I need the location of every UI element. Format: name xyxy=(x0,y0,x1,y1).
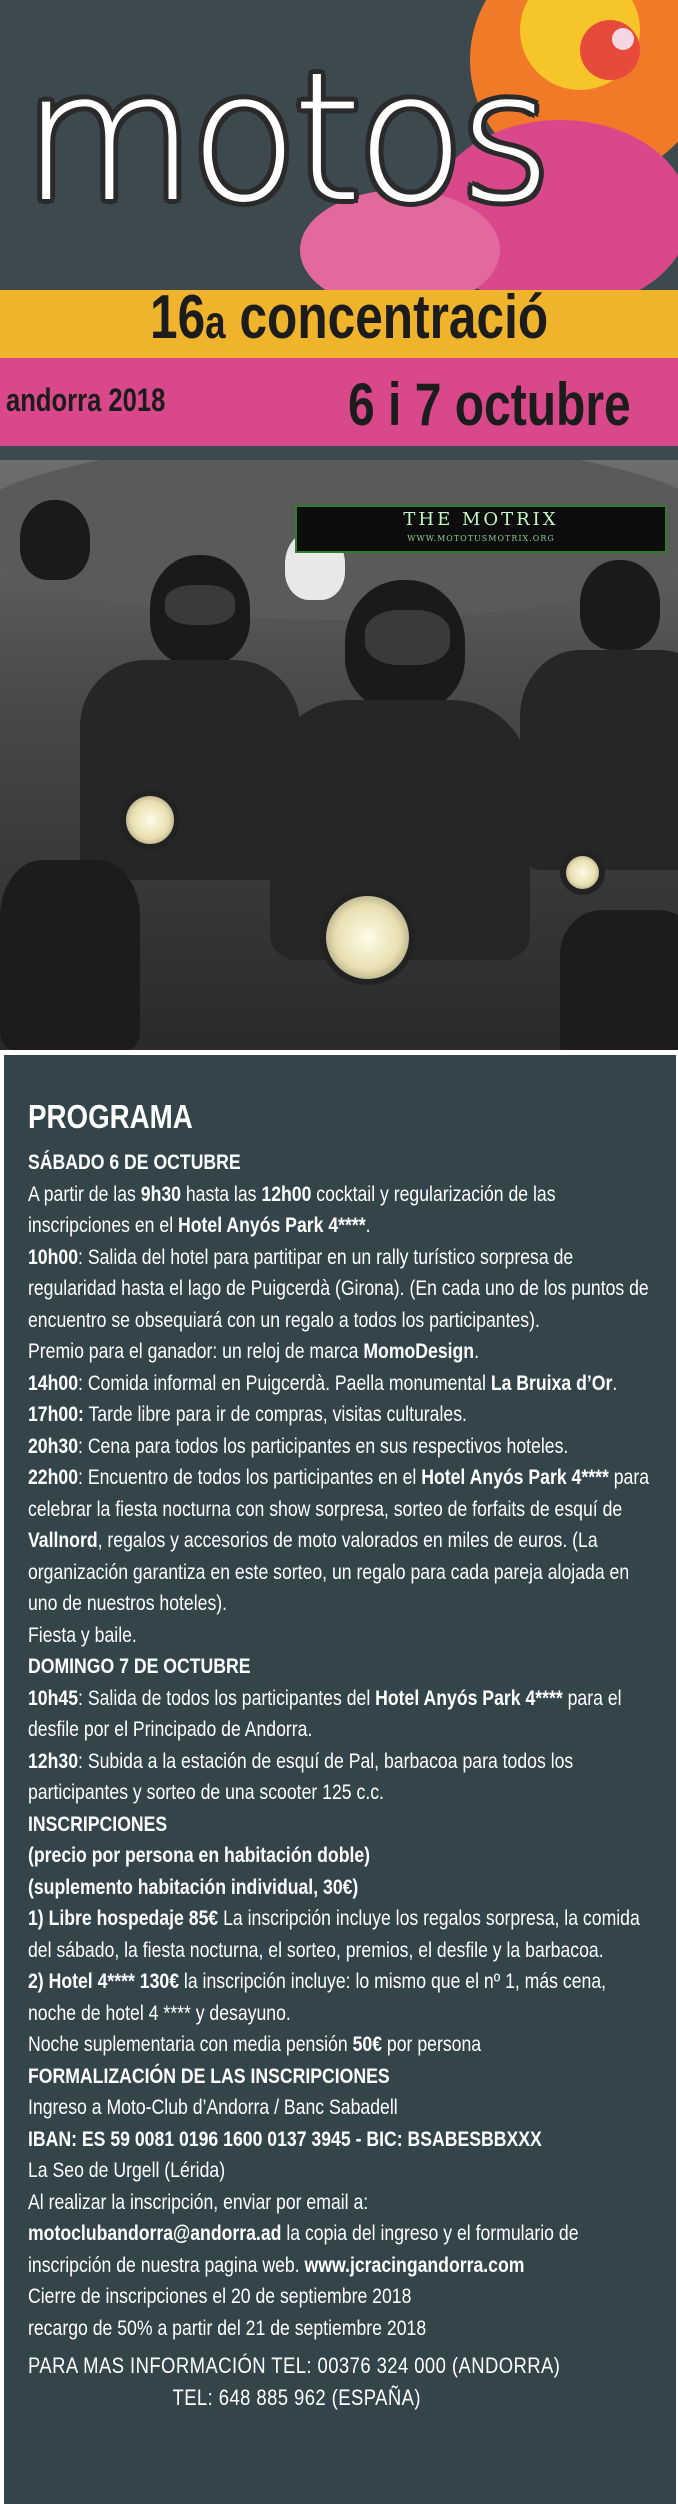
option-hotel xyxy=(28,1966,650,2029)
email-link[interactable]: motoclubandorra@andorra.ad xyxy=(28,2222,282,2245)
motrix-logo xyxy=(295,505,667,553)
venue: La Bruixa d’Or xyxy=(490,1371,613,1395)
option-free-lodging xyxy=(28,1903,650,1966)
text: Premio para el ganador: un reloj de marca xyxy=(28,1340,364,1363)
price: 50€ xyxy=(352,2033,383,2056)
visor-shape xyxy=(165,585,235,625)
visor-shape xyxy=(365,610,450,665)
sun-item-parade xyxy=(28,1683,650,1746)
iban-line: IBAN: ES 59 0081 0196 1600 0137 3945 - BIC: BSABESBBXXX xyxy=(28,2127,542,2151)
sat-item-lunch xyxy=(28,1368,650,1400)
event-dates: 6 i 7 octubre xyxy=(348,371,631,438)
time: 20h30 xyxy=(28,1434,79,1458)
inscriptions-subheading: (precio por persona en habitación doble) xyxy=(28,1844,371,1867)
time: 12h00 xyxy=(261,1182,312,1206)
deadline-line: Cierre de inscripciones el 20 de septiembre 2018 xyxy=(28,2285,412,2308)
text: : Salida de todos los participantes del xyxy=(78,1686,376,1710)
helmet-icon xyxy=(580,560,660,650)
headlight-icon xyxy=(320,890,415,985)
sat-item-dance: Fiesta y baile. xyxy=(28,1623,137,1647)
text: la inscripción incluye: lo mismo que el nº 1, más cena, noche de hotel 4 **** y desayuno. xyxy=(28,1970,607,2025)
sat-item-rally xyxy=(28,1242,650,1337)
text: . xyxy=(365,1214,371,1237)
contact-phone-andorra: PARA MAS INFORMACIÓN TEL: 00376 324 000 (ANDORRA) xyxy=(28,2353,561,2378)
rider-body xyxy=(520,650,678,870)
time: 22h00 xyxy=(28,1466,79,1489)
time: 9h30 xyxy=(140,1182,181,1206)
sunday-heading: DOMINGO 7 DE OCTUBRE xyxy=(28,1655,251,1678)
edition-number: 16 xyxy=(150,283,206,352)
time: 12h30 xyxy=(28,1749,79,1773)
logo-url: WWW.MOTOTUSMOTRIX.ORG xyxy=(407,534,555,543)
resort-name: Vallnord xyxy=(28,1529,98,1552)
edition-suffix: a xyxy=(205,296,226,348)
brand: MomoDesign xyxy=(363,1340,475,1363)
website-link[interactable]: www.jcracingandorra.com xyxy=(304,2253,525,2277)
helmet-icon xyxy=(20,500,90,580)
program-heading: PROGRAMA xyxy=(28,1098,193,1135)
text: para el desfile por el Principado de Andorra. xyxy=(28,1686,622,1741)
time: 10h45 xyxy=(28,1686,79,1710)
headlight-icon xyxy=(560,850,605,895)
time: 14h00 xyxy=(28,1371,79,1395)
poster-header xyxy=(0,0,678,1050)
time: 10h00 xyxy=(28,1245,79,1269)
text: : Encuentro de todos los participantes en el xyxy=(78,1466,422,1489)
hotel-name: Hotel Anyós Park 4**** xyxy=(421,1466,609,1489)
text: : Comida informal en Puigcerdà. Paella monumental xyxy=(78,1371,491,1395)
time: 17h00: xyxy=(28,1403,84,1426)
text: : Subida a la estación de esquí de Pal, barbacoa para todos los participantes y sorteo de una scooter 125 c.c. xyxy=(28,1749,574,1804)
rider-body xyxy=(80,660,300,880)
option-title: 1) Libre hospedaje 85€ xyxy=(28,1907,219,1930)
sat-item-party xyxy=(28,1462,650,1620)
text: cocktail y regularización de las inscripciones en el xyxy=(28,1182,556,1237)
sat-item-dinner xyxy=(28,1431,650,1463)
logo-name: THE MOTRIX xyxy=(403,509,559,530)
hotel-name: Hotel Anyós Park 4**** xyxy=(375,1686,563,1710)
poster-title: motos xyxy=(22,34,546,241)
headline-word: concentració xyxy=(239,283,549,352)
text: A partir de las xyxy=(28,1182,141,1206)
decor-blob-light xyxy=(612,28,634,50)
bank-location: La Seo de Urgell (Lérida) xyxy=(28,2159,226,2182)
option-extra-night xyxy=(28,2029,650,2061)
option-title: 2) Hotel 4**** 130€ xyxy=(28,1970,180,1993)
sat-item-free-time xyxy=(28,1399,650,1431)
sun-item-barbecue xyxy=(28,1746,650,1809)
text: hasta las xyxy=(180,1182,262,1206)
event-headline xyxy=(150,282,548,353)
contact-phone-spain: TEL: 648 885 962 (ESPAÑA) xyxy=(172,2384,421,2410)
inscriptions-subheading: (suplemento habitación individual, 30€) xyxy=(28,1875,359,1899)
program-panel xyxy=(4,1055,676,2504)
event-location-year: andorra 2018 xyxy=(6,382,166,418)
sat-item-checkin xyxy=(28,1179,650,1242)
hotel-name: Hotel Anyós Park 4**** xyxy=(178,1214,366,1237)
bank-line: Ingreso a Moto-Club d’Andorra / Banc Sabadell xyxy=(28,2096,398,2119)
text: . xyxy=(612,1371,618,1395)
saturday-heading: SÁBADO 6 DE OCTUBRE xyxy=(28,1151,241,1174)
text: la copia del ingreso y el formulario de inscripción de nuestra pagina web. xyxy=(28,2222,579,2277)
text: : Salida del hotel para partitipar en un rally turístico sorpresa de regularidad hasta el lago de Puigcerdà (Girona). (En cada uno de los puntos de encuentro se obsequiará con un regalo a todos los participantes). xyxy=(28,1245,649,1332)
text: . xyxy=(474,1340,480,1363)
inscriptions-heading: INSCRIPCIONES xyxy=(28,1812,168,1836)
surcharge-line: recargo de 50% a partir del 21 de septiembre 2018 xyxy=(28,2316,427,2340)
formalization-heading: FORMALIZACIÓN DE LAS INSCRIPCIONES xyxy=(28,2064,390,2088)
text: La inscripción incluye los regalos sorpresa, la comida del sábado, la fiesta nocturna, el sorteo, premios, el desfile y la barbacoa. xyxy=(28,1907,640,1962)
text: por persona xyxy=(382,2033,482,2056)
motorcycle-shape xyxy=(560,910,678,1050)
sat-item-prize xyxy=(28,1336,650,1368)
text: Noche suplementaria con media pensión xyxy=(28,2033,353,2056)
program-text xyxy=(28,1095,650,2413)
email-instruction: Al realizar la inscripción, enviar por email a: xyxy=(28,2190,369,2214)
text: para celebrar la fiesta nocturna con show sorpresa, sorteo de forfaits de esquí de xyxy=(28,1466,650,1521)
text: : Cena para todos los participantes en sus respectivos hoteles. xyxy=(78,1434,569,1458)
email-details xyxy=(28,2218,650,2281)
text: Tarde libre para ir de compras, visitas culturales. xyxy=(83,1403,467,1426)
headlight-icon xyxy=(120,790,180,850)
motorcycle-shape xyxy=(0,860,140,1050)
text: , regalos y accesorios de moto valorados en miles de euros. (La organización garantiza en este sorteo, un regalo para cada pareja alojada en uno de nuestros hoteles). xyxy=(28,1529,630,1615)
